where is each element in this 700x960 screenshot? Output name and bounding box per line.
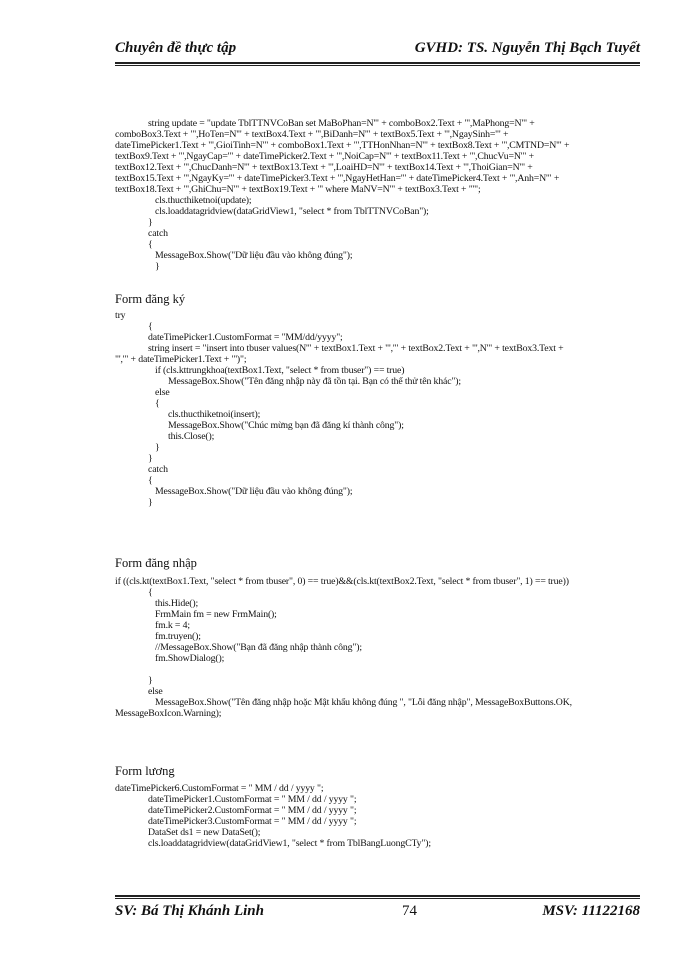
code-line: catch	[148, 464, 168, 475]
code-line: cls.thucthiketnoi(insert);	[168, 409, 261, 420]
section-title: Form lương	[115, 764, 175, 778]
code-line: fm.ShowDialog();	[155, 653, 225, 664]
code-line: FrmMain fm = new FrmMain();	[155, 609, 277, 620]
code-line: MessageBox.Show("Tên đăng nhập hoặc Mật khẩu không đúng ", "Lỗi đăng nhập", MessageBoxButtons.OK,	[155, 697, 572, 708]
code-line: textBox15.Text + "',NgayKy='" + dateTimePicker3.Text + "',NgayHetHan='" + dateTimePicker4.Text + "',Anh=N'" +	[115, 173, 560, 184]
code-line: string insert = "insert into tbuser values(N'" + textBox1.Text + "','" + textBox2.Text + "',N'" + textBox3.Text +	[148, 343, 564, 354]
code-line: else	[155, 387, 170, 398]
code-line: cls.loaddatagridview(dataGridView1, "select * from TblTTNVCoBan");	[155, 206, 429, 217]
code-line: this.Hide();	[155, 598, 199, 609]
page-footer	[115, 903, 640, 925]
code-line: else	[148, 686, 163, 697]
code-line: dateTimePicker1.CustomFormat = "MM/dd/yyyy";	[148, 332, 343, 343]
section-title: Form đăng nhập	[115, 556, 197, 570]
code-line: cls.loaddatagridview(dataGridView1, "select * from TblBangLuongCTy");	[148, 838, 431, 849]
code-line: dateTimePicker2.CustomFormat = " MM / dd / yyyy ";	[148, 805, 357, 816]
code-line: string update = "update TblTTNVCoBan set MaBoPhan=N'" + comboBox2.Text + "',MaPhong=N'" +	[148, 118, 535, 129]
code-line: if ((cls.kt(textBox1.Text, "select * from tbuser", 0) == true)&&(cls.kt(textBox2.Text, "select * from tbuser", 1) == true))	[115, 576, 569, 587]
code-line: {	[148, 321, 153, 332]
code-line: textBox18.Text + "',GhiChu=N'" + textBox19.Text + "' where MaNV=N'" + textBox3.Text + "'";	[115, 184, 481, 195]
code-line: cls.thucthiketnoi(update);	[155, 195, 252, 206]
code-line: fm.k = 4;	[155, 620, 190, 631]
header-rule	[115, 62, 640, 66]
code-line: DataSet ds1 = new DataSet();	[148, 827, 261, 838]
code-line: }	[155, 442, 160, 453]
code-line: MessageBox.Show("Tên đăng nhập này đã tồn tại. Bạn có thể thử tên khác");	[168, 376, 461, 387]
code-line: "','" + dateTimePicker1.Text + "')";	[115, 354, 247, 365]
code-line: try	[115, 310, 126, 321]
code-line: textBox12.Text + "',ChucDanh=N'" + textBox13.Text + "',LoaiHD=N'" + textBox14.Text + "',ThoiGian=N'" +	[115, 162, 533, 173]
code-line: MessageBox.Show("Chúc mừng bạn đã đăng kí thành công");	[168, 420, 404, 431]
code-line: dateTimePicker3.CustomFormat = " MM / dd / yyyy ";	[148, 816, 357, 827]
code-line: dateTimePicker1.CustomFormat = " MM / dd / yyyy ";	[148, 794, 357, 805]
code-line: dateTimePicker1.Text + "',GioiTinh=N'" + comboBox1.Text + "',TTHonNhan=N'" + textBox8.Text + "',CMTND=N'" +	[115, 140, 570, 151]
code-line: }	[148, 675, 153, 686]
header-right-title: GVHD: TS. Nguyễn Thị Bạch Tuyết	[414, 40, 640, 56]
page-header	[115, 40, 640, 62]
code-line: MessageBox.Show("Dữ liệu đầu vào không đúng");	[155, 486, 353, 497]
code-line: }	[155, 261, 160, 272]
code-line: textBox9.Text + "',NgayCap='" + dateTimePicker2.Text + "',NoiCap=N'" + textBox11.Text + "',ChucVu=N'" +	[115, 151, 534, 162]
code-line: }	[148, 453, 153, 464]
code-line: {	[155, 398, 160, 409]
code-line: comboBox3.Text + "',HoTen=N'" + textBox4.Text + "',BiDanh=N'" + textBox5.Text + "',NgaySinh='" +	[115, 129, 509, 140]
code-line: this.Close();	[168, 431, 215, 442]
footer-student: SV: Bá Thị Khánh Linh	[115, 903, 264, 919]
code-line: {	[148, 587, 153, 598]
code-line: }	[148, 497, 153, 508]
header-left-title: Chuyên đề thực tập	[115, 40, 237, 56]
code-line: MessageBox.Show("Dữ liệu đầu vào không đúng");	[155, 250, 353, 261]
code-line: }	[148, 217, 153, 228]
code-line: catch	[148, 228, 168, 239]
code-line: fm.truyen();	[155, 631, 201, 642]
code-line: //MessageBox.Show("Bạn đã đăng nhập thành công");	[155, 642, 362, 653]
footer-rule	[115, 895, 640, 899]
code-line: MessageBoxIcon.Warning);	[115, 708, 222, 719]
code-line: {	[148, 475, 153, 486]
page-number: 74	[402, 903, 417, 919]
section-title: Form đăng ký	[115, 292, 186, 306]
code-line: if (cls.kttrungkhoa(textBox1.Text, "select * from tbuser") == true)	[155, 365, 405, 376]
code-line: dateTimePicker6.CustomFormat = " MM / dd / yyyy ";	[115, 783, 324, 794]
footer-student-id: MSV: 11122168	[542, 903, 640, 919]
code-line: {	[148, 239, 153, 250]
